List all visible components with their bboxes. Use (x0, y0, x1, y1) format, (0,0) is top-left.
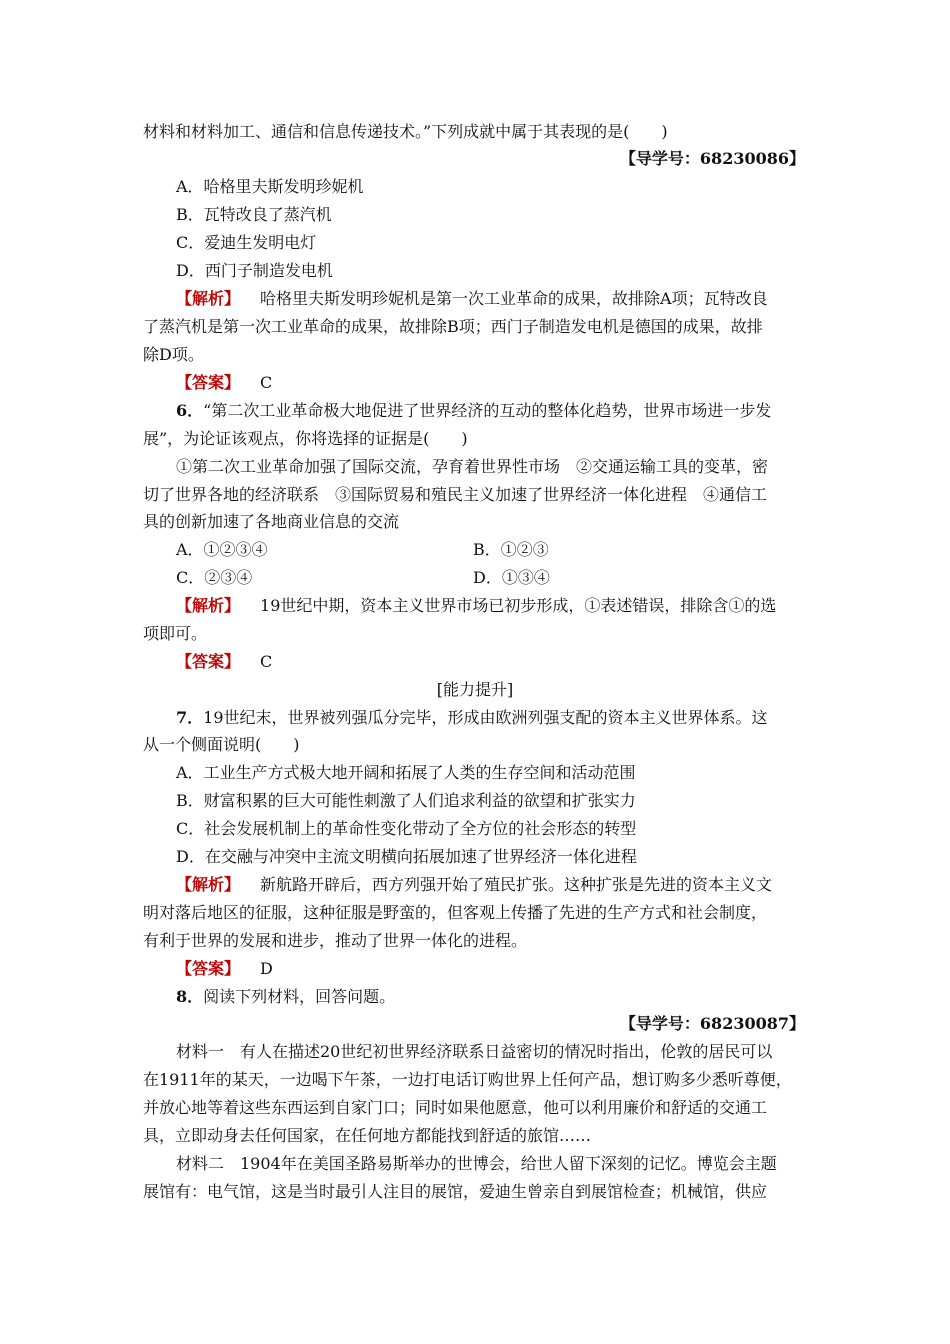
q5-analysis-line-1 (176, 285, 768, 313)
q6-option-b: B．①②③ (473, 540, 549, 559)
q8-stem (176, 983, 395, 1011)
q5-option-c: C．爱迪生发明电灯 (176, 233, 317, 252)
q6-stem-text: “第二次工业革命极大地促进了世界经济的互动的整体化趋势，世界市场进一步发 (203, 401, 772, 420)
q7-stem-text: 19世纪末，世界被列强瓜分完毕，形成由欧洲列强支配的资本主义世界体系。这 (203, 708, 768, 727)
q8-material2-line-2: 展馆有：电气馆，这是当时最引人注目的展馆，爱迪生曾亲自到展馆检查；机械馆，供应 (143, 1182, 768, 1201)
q8-material1-line-4: 具，立即动身去任何国家，在任何地方都能找到舒适的旅馆…… (143, 1126, 592, 1145)
q6-option-c: C．②③④ (176, 568, 253, 587)
q7-stem-line-2: 从一个侧面说明( ) (143, 735, 300, 754)
q7-answer (176, 955, 273, 983)
q5-answer-value: C (260, 373, 273, 392)
q8-guide-number: 【导学号：68230087】 (619, 1014, 805, 1033)
q5-analysis-line-2: 了蒸汽机是第一次工业革命的成果，故排除B项；西门子制造发电机是德国的成果，故排 (143, 317, 763, 336)
q7-analysis-line-1 (176, 871, 772, 899)
section-heading: [能力提升] (436, 680, 514, 699)
q6-options-row-2 (176, 564, 776, 592)
q5-analysis-line-3: 除D项。 (143, 345, 204, 364)
analysis-tag: 【解析】 (176, 875, 241, 894)
q6-analysis-line-1 (176, 592, 776, 620)
q6-answer (176, 648, 272, 676)
q8-number: 8． (176, 987, 204, 1006)
q6-answer-value: C (260, 652, 273, 671)
q5-option-d: D．西门子制造发电机 (176, 261, 333, 280)
q6-items-line-2: 切了世界各地的经济联系 ③国际贸易和殖民主义加速了世界经济一体化进程 ④通信工 (143, 485, 768, 504)
q5-stem: 材料和材料加工、通信和信息传递技术。”下列成就中属于其表现的是( ) (143, 122, 668, 141)
answer-tag: 【答案】 (176, 959, 241, 978)
q7-option-a: A．工业生产方式极大地开阔和拓展了人类的生存空间和活动范围 (176, 763, 636, 782)
q5-guide-number: 【导学号：68230086】 (619, 149, 805, 168)
q6-items-line-1: ①第二次工业革命加强了国际交流，孕育着世界性市场 ②交通运输工具的变革，密 (176, 457, 769, 476)
q8-material1-line-1: 材料一 有人在描述20世纪初世界经济联系日益密切的情况时指出，伦敦的居民可以 (176, 1042, 773, 1061)
q7-option-b: B．财富积累的巨大可能性刺激了人们追求利益的欲望和扩张实力 (176, 791, 636, 810)
q7-stem-line-1 (176, 704, 768, 732)
q7-number: 7． (176, 708, 204, 727)
q7-analysis-text: 新航路开辟后，西方列强开始了殖民扩张。这种扩张是先进的资本主义文 (260, 875, 773, 894)
q6-number: 6． (176, 401, 204, 420)
q6-analysis-text: 19世纪中期，资本主义世界市场已初步形成，①表述错误，排除含①的选 (260, 596, 777, 615)
q5-option-b: B．瓦特改良了蒸汽机 (176, 205, 332, 224)
answer-tag: 【答案】 (176, 652, 241, 671)
q8-stem-text: 阅读下列材料，回答问题。 (203, 987, 396, 1006)
q7-option-d: D．在交融与冲突中主流文明横向拓展加速了世界经济一体化进程 (176, 847, 637, 866)
q6-stem-line-2: 展”，为论证该观点，你将选择的证据是( ) (143, 429, 468, 448)
q7-analysis-line-2: 明对落后地区的征服，这种征服是野蛮的，但客观上传播了先进的生产方式和社会制度， (143, 903, 768, 922)
q7-option-c: C．社会发展机制上的革命性变化带动了全方位的社会形态的转型 (176, 819, 637, 838)
q5-analysis-text: 哈格里夫斯发明珍妮机是第一次工业革命的成果，故排除A项；瓦特改良 (260, 289, 768, 308)
q5-option-a: A．哈格里夫斯发明珍妮机 (176, 177, 364, 196)
analysis-tag: 【解析】 (176, 596, 241, 615)
q8-material1-line-3: 并放心地等着这些东西运到自家门口；同时如果他愿意，他可以利用廉价和舒适的交通工 (143, 1098, 768, 1117)
q6-options-row-1 (176, 536, 776, 564)
q7-answer-value: D (260, 959, 273, 978)
q6-option-d: D．①③④ (473, 568, 550, 587)
q6-analysis-line-2: 项即可。 (143, 624, 208, 643)
q8-material2-line-1: 材料二 1904年在美国圣路易斯举办的世博会，给世人留下深刻的记忆。博览会主题 (176, 1154, 777, 1173)
q6-option-a: A．①②③④ (176, 540, 268, 559)
analysis-tag: 【解析】 (176, 289, 241, 308)
q6-items-line-3: 具的创新加速了各地商业信息的交流 (143, 512, 400, 531)
answer-tag: 【答案】 (176, 373, 241, 392)
q6-stem-line-1 (176, 397, 771, 425)
q8-material1-line-2: 在1911年的某天，一边喝下午茶，一边打电话订购世界上任何产品，想订购多少悉听尊便， (143, 1070, 792, 1089)
q7-analysis-line-3: 有利于世界的发展和进步，推动了世界一体化的进程。 (143, 931, 528, 950)
q5-answer (176, 369, 272, 397)
